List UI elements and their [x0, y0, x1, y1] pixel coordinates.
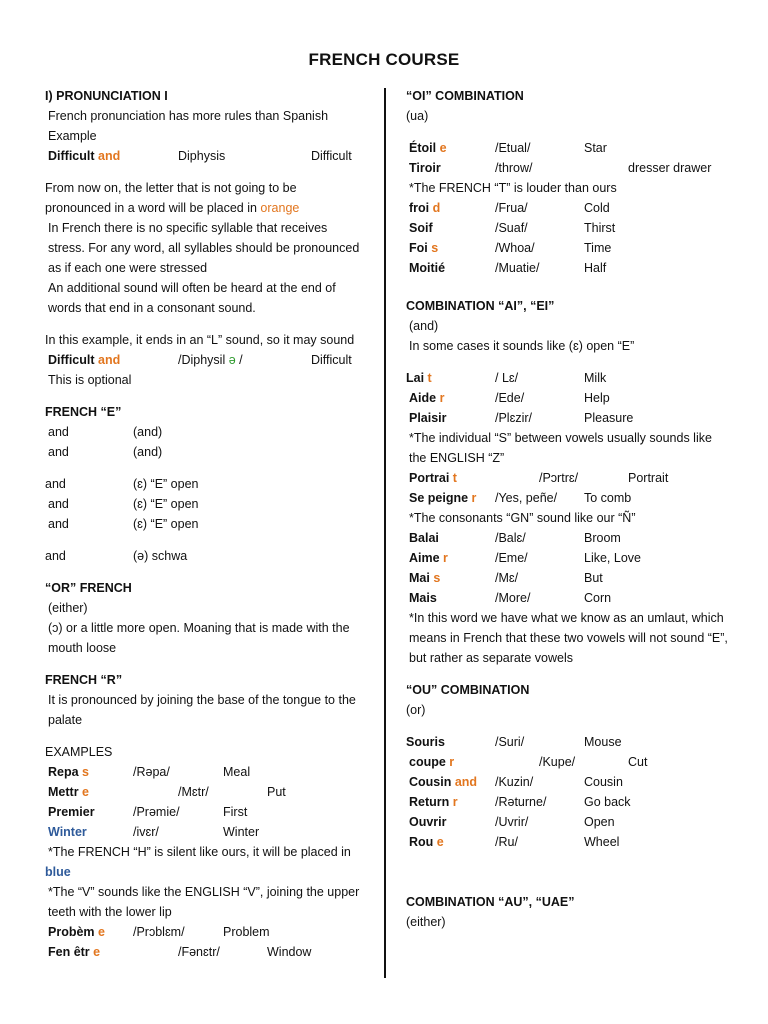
french-e-heading: FRENCH “E”: [45, 405, 122, 419]
french-e-row: and (ɛ) “E” open: [48, 497, 199, 511]
ai-row: Mai s /Mɛ/ But: [409, 571, 603, 585]
schwa-green: ə: [228, 353, 236, 367]
oi-sub: (ua): [406, 109, 429, 123]
word: Difficult: [48, 353, 95, 367]
phonetic: Diphysis: [178, 149, 226, 163]
right-column: [406, 86, 728, 932]
or-french-heading: “OR” FRENCH: [45, 581, 132, 595]
h-note: *The FRENCH “H” is silent like ours, it will be placed in: [48, 845, 351, 859]
ai-row: Plaisir /Plɛzir/ Pleasure: [409, 411, 634, 425]
portrait-row: Portrai t /Pɔrtrɛ/ Portrait: [409, 471, 669, 485]
ou-heading: “OU” COMBINATION: [406, 683, 530, 697]
ai-row: Aide r /Ede/ Help: [409, 391, 610, 405]
ou-row: coupe r /Kupe/ Cut: [409, 755, 648, 769]
example-row: Premier /Prəmie/ First: [48, 805, 248, 819]
french-e-row: and (and): [48, 425, 163, 439]
ou-row: Souris /Suri/ Mouse: [406, 735, 622, 749]
page-title: FRENCH COURSE: [308, 50, 460, 69]
french-r-description: It is pronounced by joining the base of the tongue to the palate: [48, 693, 356, 727]
au-sub: (either): [406, 915, 446, 929]
french-r-heading: FRENCH “R”: [45, 673, 123, 687]
silent-letter: and: [94, 149, 121, 163]
pronunciation-example-label: Example: [48, 129, 97, 143]
phonetic: /Diphysil ə /: [178, 353, 243, 367]
column-divider: [384, 88, 386, 978]
french-e-row: and (and): [48, 445, 163, 459]
or-either: (either): [48, 601, 88, 615]
orange-word: orange: [260, 201, 300, 215]
oi-row: Tiroir /throw/ dresser drawer: [409, 161, 712, 175]
oi-row: Moitié /Muatie/ Half: [409, 261, 607, 275]
v-note: *The “V” sounds like the ENGLISH “V”, joining the upper teeth with the lower lip: [48, 885, 360, 919]
ai-row: Mais /More/ Corn: [409, 591, 612, 605]
pronunciation-intro: French pronunciation has more rules than Spanish: [48, 109, 329, 123]
oi-row: Étoil e /Etual/ Star: [409, 141, 607, 155]
peigne-row: Se peigne r /Yes, peñe/ To comb: [409, 491, 632, 505]
ai-sub: (and): [409, 319, 439, 333]
umlaut-note: *In this word we have what we know as an umlaut, which means in French that these two vowels will not sound “E”, but rather as separate vowels: [409, 611, 728, 665]
s-note: *The individual “S” between vowels usually sounds like the ENGLISH “Z”: [409, 431, 712, 465]
ai-description: In some cases it sounds like (ɛ) open “E”: [409, 339, 635, 353]
ai-row: Lai t / Lɛ/ Milk: [406, 371, 607, 385]
translation: Difficult: [311, 353, 352, 367]
difficult-row-1: [45, 146, 367, 166]
ou-row: Return r /Rəturne/ Go back: [409, 795, 631, 809]
oi-row: froi d /Frua/ Cold: [409, 201, 610, 215]
additional-sound-paragraph: An additional sound will often be heard at the end of words that end in a consonant sound.: [48, 281, 336, 315]
pronunciation-heading: I) PRONUNCIATION I: [45, 89, 168, 103]
ou-row: Ouvrir /Uvrir/ Open: [409, 815, 615, 829]
examples-label: EXAMPLES: [45, 745, 113, 759]
difficult-row-2: [45, 350, 367, 370]
word: Difficult: [48, 149, 95, 163]
translation: Difficult: [311, 149, 352, 163]
ou-sub: (or): [406, 703, 426, 717]
french-e-row: and (ə) schwa: [45, 549, 188, 563]
french-e-row: and (ɛ) “E” open: [48, 517, 199, 531]
silent-letter: and: [94, 353, 121, 367]
oi-heading: “OI” COMBINATION: [406, 89, 524, 103]
blue-word: blue: [45, 865, 71, 879]
left-column: [45, 86, 367, 962]
l-sound-paragraph: In this example, it ends in an “L” sound, so it may sound: [45, 333, 355, 347]
t-note: *The FRENCH “T” is louder than ours: [409, 181, 617, 195]
gn-note: *The consonants “GN” sound like our “Ñ”: [409, 511, 636, 525]
optional-note: This is optional: [48, 373, 132, 387]
ou-row: Cousin and /Kuzin/ Cousin: [409, 775, 623, 789]
example-row: Winter /ivɛr/ Winter: [48, 825, 260, 839]
stress-paragraph: In French there is no specific syllable that receives stress. For any word, all syllables should be pronounced as if each one were stressed: [48, 221, 360, 275]
ai-row: Aime r /Eme/ Like, Love: [409, 551, 641, 565]
example-row: Probèm e /Prɔblɛm/ Problem: [48, 925, 270, 939]
ou-row: Rou e /Ru/ Wheel: [409, 835, 620, 849]
orange-rule-line2: pronounced in a word will be placed in orange: [45, 201, 300, 215]
ai-row: Balai /Balɛ/ Broom: [409, 531, 621, 545]
example-row: Mettr e /Mɛtr/ Put: [48, 785, 286, 799]
orange-rule-line1: From now on, the letter that is not going to be: [45, 181, 297, 195]
example-row: Repa s /Rəpa/ Meal: [48, 765, 251, 779]
au-heading: COMBINATION “AU”, “UAE”: [406, 895, 575, 909]
example-row: Fen êtr e /Fənɛtr/ Window: [48, 945, 312, 959]
ai-heading: COMBINATION “AI”, “EI”: [406, 299, 555, 313]
oi-row: Soif /Suaf/ Thirst: [409, 221, 616, 235]
or-description: (ɔ) or a little more open. Moaning that is made with the mouth loose: [48, 621, 350, 655]
french-e-row: and (ɛ) “E” open: [45, 477, 199, 491]
oi-row: Foi s /Whoa/ Time: [409, 241, 612, 255]
